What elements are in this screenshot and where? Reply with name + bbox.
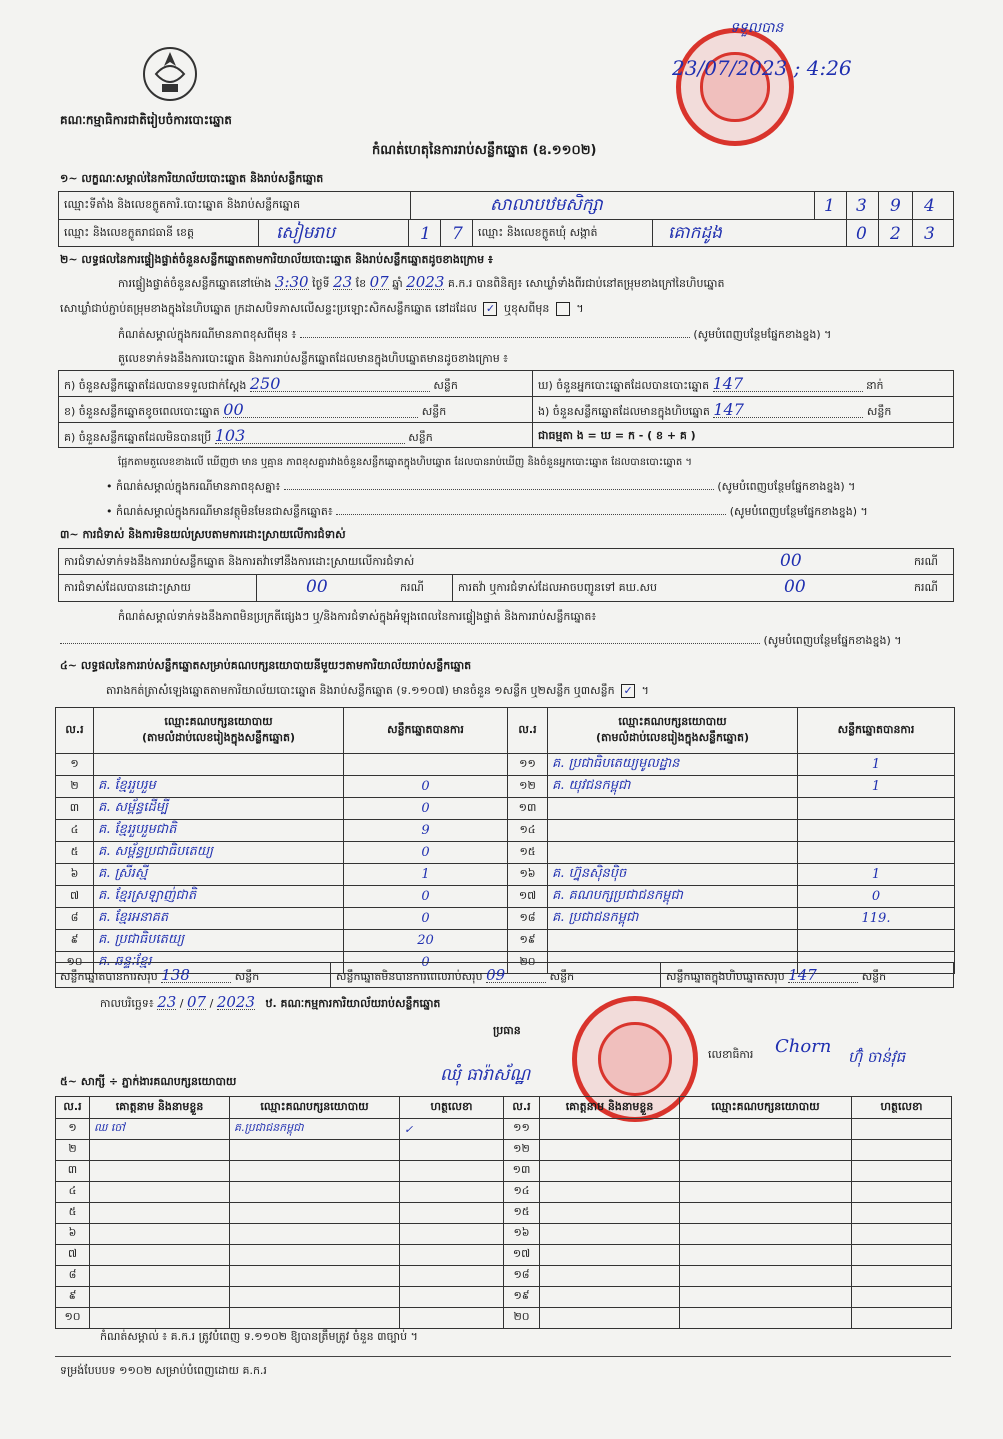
witness-no: ១២ [504,1140,540,1161]
difference-note: កំណត់សម្គាល់ក្នុងករណីមានភាពខុសពីមុន ៖ (សូមបំពេញបន្ថែមផ្នែកខាងខ្នង) ។ [118,328,832,341]
witness-party [230,1287,400,1308]
in-box-row: ង) ចំនួនសន្លឹកឆ្នោតដែលមានក្នុងហិបឆ្នោត 147 សន្លឹក [538,400,892,419]
party-votes [798,820,955,842]
unused-row: គ) ចំនួនសន្លឹកឆ្នោតដែលមិនបានប្រើ 103 សន្លឹក [64,426,433,445]
totals-row: សន្លឹកឆ្នោតបានការសរុប 138 សន្លឹក [60,966,260,984]
witness-name [90,1308,230,1329]
witness-col-sign-r: ហត្ថលេខា [852,1097,952,1119]
stamp-time: 23/07/2023 ; 4:26 [672,56,852,80]
witness-sign [400,1182,504,1203]
witness-name [540,1287,680,1308]
location-digit-4: 4 [924,196,935,216]
secretary-name: ហ៊ុំ ចាន់វុធ [848,1048,906,1066]
col-votes-left: សន្លឹកឆ្នោតបានការ [344,708,508,754]
witness-no: ១១ [504,1119,540,1140]
party-name: គ. ខ្មែររួបរួមជាតិ [94,820,344,842]
party-name: គ. សម្ព័ន្ធប្រជាធិបតេយ្យ [94,842,344,864]
party-name: គ. ហ្វ៊ុនស៊ិនប៉ិច [548,864,798,886]
witness-row [56,1308,952,1329]
footnote: កំណត់សម្គាល់ ៖ គ.ក.រ ត្រូវបំពេញ ទ.១១០២ ឱ្យបានត្រឹមត្រូវ ចំនួន ៣ច្បាប់ ។ [100,1330,418,1343]
objection-row2b-value: 00 [784,577,806,597]
party-no: ១១ [508,754,548,776]
party-votes: 0 [344,842,508,864]
witness-sign [400,1203,504,1224]
witness-no: ២ [56,1140,90,1161]
party-row [56,798,955,820]
witness-col-sign: ហត្ថលេខា [400,1097,504,1119]
party-votes: 0 [344,776,508,798]
party-no: ៨ [56,908,94,930]
witness-sign [400,1161,504,1182]
tally-intro: តារាងកត់ត្រាសំឡេងឆ្នោតតាមការិយាល័យបោះឆ្នោត និងរាប់សន្លឹកឆ្នោត (ទ.១១០៧) មានចំនួន ១សន្លឹក ឬ២សន្លឹក ឬ៣សន្លឹក ✓ ។ [106,684,649,697]
witness-party [230,1203,400,1224]
section4-heading: ៤~ លទ្ធផលនៃការរាប់សន្លឹកឆ្នោតសម្រាប់គណបក្សនយោបាយនីមួយៗតាមការិយាល័យរាប់សន្លឹកឆ្នោត [60,659,472,672]
totals-box-count: សន្លឹកឆ្នោតក្នុងហិបឆ្នោតសរុប 147 សន្លឹក [666,966,887,984]
secretary-sign: Chorn [775,1036,832,1057]
witness-table [55,1096,952,1329]
party-name: គ. ឆន្ទៈខ្មែរ [94,952,344,974]
compare-line: ផ្អែកតាមតួលេខខាងលើ ឃើញថា មាន ឬគ្មាន ភាពខុសគ្នារវាងចំនួនសន្លឹកឆ្នោតក្នុងហិបឆ្នោត ដែលបានរាប់ឃើញ និងចំនួនអ្នកបោះឆ្នោត ដែលបានបោះឆ្នោត ។ [118,457,693,468]
witness-row [56,1140,952,1161]
party-name: គ. យុវជនកម្ពុជា [548,776,798,798]
witness-name [90,1161,230,1182]
party-row [56,886,955,908]
org-name: គណៈកម្មាធិការជាតិរៀបចំការបោះឆ្នោត [60,113,232,127]
secretary-label: លេខាធិការ [708,1048,754,1061]
stamp-note: ទទួលបាន [730,20,784,36]
province-label: ឈ្មោះ និងលេខក្លូតរាជធានី ខេត្ត [64,226,194,239]
commune-label: ឈ្មោះ និងលេខក្លូតឃុំ សង្កាត់ [478,226,598,239]
witness-party [230,1266,400,1287]
witness-name [90,1266,230,1287]
party-no: ៩ [56,930,94,952]
witness-name [540,1182,680,1203]
party-no: ៣ [56,798,94,820]
witness-name [90,1224,230,1245]
witness-row [56,1287,952,1308]
witness-party [680,1140,852,1161]
party-no: ១ [56,754,94,776]
witness-party: គ.ប្រជាជនកម្ពុជា [230,1119,400,1140]
witness-party [680,1203,852,1224]
witness-name: ឈ ចៅ [90,1119,230,1140]
witness-no: ១៧ [504,1245,540,1266]
party-no: ២០ [508,952,548,974]
witness-party [680,1287,852,1308]
witness-no: ៥ [56,1203,90,1224]
party-votes [798,798,955,820]
party-name: គ. ស្រីរស្មី [94,864,344,886]
party-name: គ. ខ្មែររួបរួម [94,776,344,798]
objection-row2-value: 00 [306,577,328,597]
witness-name [90,1182,230,1203]
witness-sign [400,1287,504,1308]
witness-row [56,1266,952,1287]
party-no: ១០ [56,952,94,974]
witness-sign [400,1308,504,1329]
witness-row [56,1161,952,1182]
witness-party [230,1161,400,1182]
party-name [548,798,798,820]
witness-party [680,1245,852,1266]
witness-party [230,1245,400,1266]
commune-value: គោកដូង [668,223,722,243]
witness-name [90,1245,230,1266]
party-no: ១៨ [508,908,548,930]
witness-row [56,1203,952,1224]
note-foreign: • កំណត់សម្គាល់ក្នុងករណីមានវត្ថុមិនមែនជាសន្លឹកឆ្នោត៖ (សូមបំពេញបន្ថែមផ្នែកខាងខ្នង) ។ [106,505,868,518]
witness-name [90,1287,230,1308]
witness-name [90,1203,230,1224]
witness-name [540,1140,680,1161]
witness-no: ៧ [56,1245,90,1266]
party-name: គ. សម្ព័ន្ធដើម្បី [94,798,344,820]
witness-col-name: គោត្តនាម និងនាមខ្លួន [90,1097,230,1119]
witness-no: ២០ [504,1308,540,1329]
witness-no: ៣ [56,1161,90,1182]
party-votes: 1 [798,864,955,886]
party-votes: 1 [798,754,955,776]
party-votes [798,842,955,864]
witness-row [56,1224,952,1245]
objection-row1-value: 00 [780,551,802,571]
objection-unit-3: ករណី [914,581,938,594]
witness-no: ១៤ [504,1182,540,1203]
section1-heading: ១~ លក្ខណៈសម្គាល់នៃការិយាល័យបោះឆ្នោត និងរាប់សន្លឹកឆ្នោត [60,172,324,185]
commune-digit-2: 2 [890,224,901,244]
party-row [56,930,955,952]
witness-name [540,1203,680,1224]
party-name: គ. ខ្មែរស្រឡាញ់ជាតិ [94,886,344,908]
totals-invalid: សន្លឹកឆ្នោតមិនបានការពេលរាប់សរុប 09 សន្លឹក [336,966,575,984]
witness-no: ១៨ [504,1266,540,1287]
party-no: ៦ [56,864,94,886]
party-name [94,754,344,776]
witness-sign [852,1161,952,1182]
witness-row [56,1245,952,1266]
witness-sign [852,1224,952,1245]
witness-sign [852,1182,952,1203]
col-votes-right: សន្លឹកឆ្នោតបានការ [798,708,955,754]
party-votes: 0 [798,886,955,908]
witness-no: ៦ [56,1224,90,1245]
party-name [548,842,798,864]
formula: ជាធម្មតា ង = ឃ = ក - ( ខ + គ ) [538,429,696,442]
form-footer: ទម្រង់បែបបទ ១១០២ សម្រាប់បំពេញដោយ គ.ក.រ [60,1364,267,1377]
party-row [56,842,955,864]
voters-row: ឃ) ចំនួនអ្នកបោះឆ្នោតដែលបានបោះឆ្នោត 147 នាក់ [538,374,884,393]
party-name [548,820,798,842]
witness-party [230,1182,400,1203]
col-party-right: ឈ្មោះគណបក្សនយោបាយ (តាមលំដាប់លេខរៀងក្នុងសន្លឹកឆ្នោត) [548,708,798,754]
witness-col-no-r: ល.រ [504,1097,540,1119]
party-no: ១៥ [508,842,548,864]
irregularity-note: កំណត់សម្គាល់ទាក់ទងនឹងភាពមិនប្រក្រតីផ្សេងៗ ឬ/និងការជំទាស់ក្នុងអំឡុងពេលនៃការផ្ទៀងផ្ទាត់ និងការរាប់សន្លឹកឆ្នោត៖ [118,610,597,623]
party-name: គ. គណបក្សប្រជាជនកម្ពុជា [548,886,798,908]
witness-party [230,1224,400,1245]
party-votes: 119. [798,908,955,930]
objection-unit-2: ករណី [400,581,424,594]
party-row [56,820,955,842]
witness-party [680,1224,852,1245]
party-no: ៥ [56,842,94,864]
verify-line-2: សោឃ្លាំជាប់ភ្ជាប់តម្រុមខាងក្នុងនៃហិបឆ្នោត ក្រដាសបិទភាសលើសន្ទះប្រឡោះសិកសន្លឹកឆ្នោត នៅដដែល ✓ ឬខុសពីមុន ។ [60,302,584,315]
witness-col-no: ល.រ [56,1097,90,1119]
section3-heading: ៣~ ការជំទាស់ និងការមិនយល់ស្របតាមការដោះស្រាយលើការជំទាស់ [60,528,346,541]
witness-col-name-r: គោត្តនាម និងនាមខ្លួន [540,1097,680,1119]
party-votes: 0 [344,798,508,820]
witness-name [540,1266,680,1287]
witness-party [680,1119,852,1140]
three-sheets-checkbox[interactable]: ✓ [621,684,635,698]
witness-party [230,1140,400,1161]
document-title: កំណត់ហេតុនៃការរាប់សន្លឹកឆ្នោត (ឧ.១១០២) [372,143,597,158]
province-code-2: 7 [452,224,463,244]
col-no-left: ល.រ [56,708,94,754]
date-line: កាលបរិច្ឆេទ៖ 23 / 07 / 2023 ឋ. គណៈកម្មការការិយាល័យរាប់សន្លឹកឆ្នោត [100,993,441,1011]
party-name: គ. ខ្មែរអនាគត [94,908,344,930]
received-row: ក) ចំនួនសន្លឹកឆ្នោតដែលបានទទួលជាក់ស្តែង 250 សន្លឹក [64,374,458,393]
section2-heading: ២~ លទ្ធផលនៃការផ្ទៀងផ្ទាត់ចំនួនសន្លឹកឆ្នោតតាមការិយាល័យបោះឆ្នោត និងរាប់សន្លឹកឆ្នោតដូចខាងក្រោម ៖ [60,253,493,266]
party-votes [798,930,955,952]
witness-sign [852,1308,952,1329]
witness-no: ៨ [56,1266,90,1287]
witness-sign [852,1266,952,1287]
party-no: ៤ [56,820,94,842]
party-votes: 9 [344,820,508,842]
party-row [56,776,955,798]
party-no: ៧ [56,886,94,908]
party-no: ១៧ [508,886,548,908]
witness-sign [400,1245,504,1266]
location-digit-2: 3 [856,196,867,216]
result-intro: តួលេខទាក់ទងនឹងការបោះឆ្នោត និងការរាប់សន្លឹកឆ្នោតដែលមានក្នុងហិបឆ្នោតមានដូចខាងក្រោម ៖ [118,352,509,365]
party-no: ១៤ [508,820,548,842]
party-row [56,754,955,776]
party-votes: 1 [798,776,955,798]
witness-no: ១៩ [504,1287,540,1308]
party-name [548,930,798,952]
commune-digit-3: 3 [924,224,935,244]
commune-digit-1: 0 [856,224,867,244]
witness-name [540,1161,680,1182]
witness-no: ១០ [56,1308,90,1329]
spoiled-row: ខ) ចំនួនសន្លឹកឆ្នោតខូចពេលបោះឆ្នោត 00 សន្លឹក [64,400,447,419]
witness-name [90,1140,230,1161]
party-no: ១៣ [508,798,548,820]
location-digit-1: 1 [824,196,835,216]
party-no: ១២ [508,776,548,798]
witness-name [540,1224,680,1245]
objection-row1: ការជំទាស់ទាក់ទងនឹងការរាប់សន្លឹកឆ្នោត និងការតវ៉ាទៅនឹងការដោះស្រាយលើការជំទាស់ [64,555,415,568]
col-no-right: ល.រ [508,708,548,754]
witness-sign [400,1140,504,1161]
witness-sign [852,1287,952,1308]
witness-row [56,1182,952,1203]
witness-party [230,1308,400,1329]
witness-sign [852,1140,952,1161]
province-code-1: 1 [420,224,431,244]
party-name: គ. ប្រជាជនកម្ពុជា [548,908,798,930]
province-value: សៀមរាប [276,223,336,243]
witness-col-party-r: ឈ្មោះគណបក្សនយោបាយ [680,1097,852,1119]
party-votes: 20 [344,930,508,952]
party-votes: 0 [344,886,508,908]
witness-party [680,1266,852,1287]
chair-name: ឈុំ ធារ៉ាស័ណ្ឋ [440,1065,531,1085]
party-no: ១៩ [508,930,548,952]
witness-party [680,1308,852,1329]
witness-sign [400,1266,504,1287]
emblem-icon [142,44,198,104]
witness-no: ១ [56,1119,90,1140]
witness-no: ៤ [56,1182,90,1203]
objection-unit-1: ករណី [914,555,938,568]
objection-row2b: ការតវ៉ា ឬការជំទាស់ដែលអាចបញ្ជូនទៅ គឃ.សប [458,581,658,594]
witness-no: ១៥ [504,1203,540,1224]
party-name: គ. ប្រជាធិបតេយ្យ [94,930,344,952]
section5-heading: ៥~ សាក្សី ÷ ភ្នាក់ងារគណបក្សនយោបាយ [60,1075,237,1088]
party-row [56,908,955,930]
witness-sign [852,1119,952,1140]
party-no: ១៦ [508,864,548,886]
party-votes [344,754,508,776]
party-name: គ. ប្រជាធិបតេយ្យមូលដ្ឋាន [548,754,798,776]
official-stamp-top [676,28,794,146]
same-checkbox[interactable]: ✓ [483,302,497,316]
witness-no: ១៣ [504,1161,540,1182]
party-no: ២ [56,776,94,798]
witness-party [680,1182,852,1203]
witness-sign [400,1224,504,1245]
witness-no: ៩ [56,1287,90,1308]
party-votes: 0 [344,952,508,974]
witness-name [540,1119,680,1140]
changed-checkbox[interactable] [556,302,570,316]
witness-col-party: ឈ្មោះគណបក្សនយោបាយ [230,1097,400,1119]
witness-name [540,1308,680,1329]
party-results-table [55,707,955,974]
witness-row [56,1119,952,1140]
witness-no: ១៦ [504,1224,540,1245]
party-votes: 1 [344,864,508,886]
chair-label: ប្រធាន [493,1024,521,1037]
witness-sign [852,1203,952,1224]
location-label: ឈ្មោះទីតាំង និងលេខក្លូតការិ.បោះឆ្នោត និងរាប់សន្លឹកឆ្នោត [64,198,301,211]
objection-row2: ការជំទាស់ដែលបានដោះស្រាយ [64,581,191,594]
verify-line-1: ការផ្ទៀងផ្ទាត់ចំនួនសន្លឹកឆ្នោតនៅម៉ោង 3:30 ថ្ងៃទី 23 ខែ 07 ឆ្នាំ 2023 គ.ក.រ បានពិនិត្យ៖ សោឃ្លាំទាំងពីរជាប់នៅតម្រុមខាងក្រៅនៃហិបឆ្នោត [118,273,725,291]
col-party-left: ឈ្មោះគណបក្សនយោបាយ (តាមលំដាប់លេខរៀងក្នុងសន្លឹកឆ្នោត) [94,708,344,754]
irregularity-note-line: (សូមបំពេញបន្ថែមផ្នែកខាងខ្នង) ។ [60,634,902,648]
location-value: សាលាបឋមសិក្សា [490,195,603,215]
witness-name [540,1245,680,1266]
party-votes: 0 [344,908,508,930]
location-digit-3: 9 [890,196,901,216]
note-difference: • កំណត់សម្គាល់ក្នុងករណីមានភាពខុសគ្នា៖ (សូមបំពេញបន្ថែមផ្នែកខាងខ្នង) ។ [106,480,856,493]
witness-sign: ✓ [400,1119,504,1140]
witness-party [680,1161,852,1182]
witness-sign [852,1245,952,1266]
party-row [56,864,955,886]
